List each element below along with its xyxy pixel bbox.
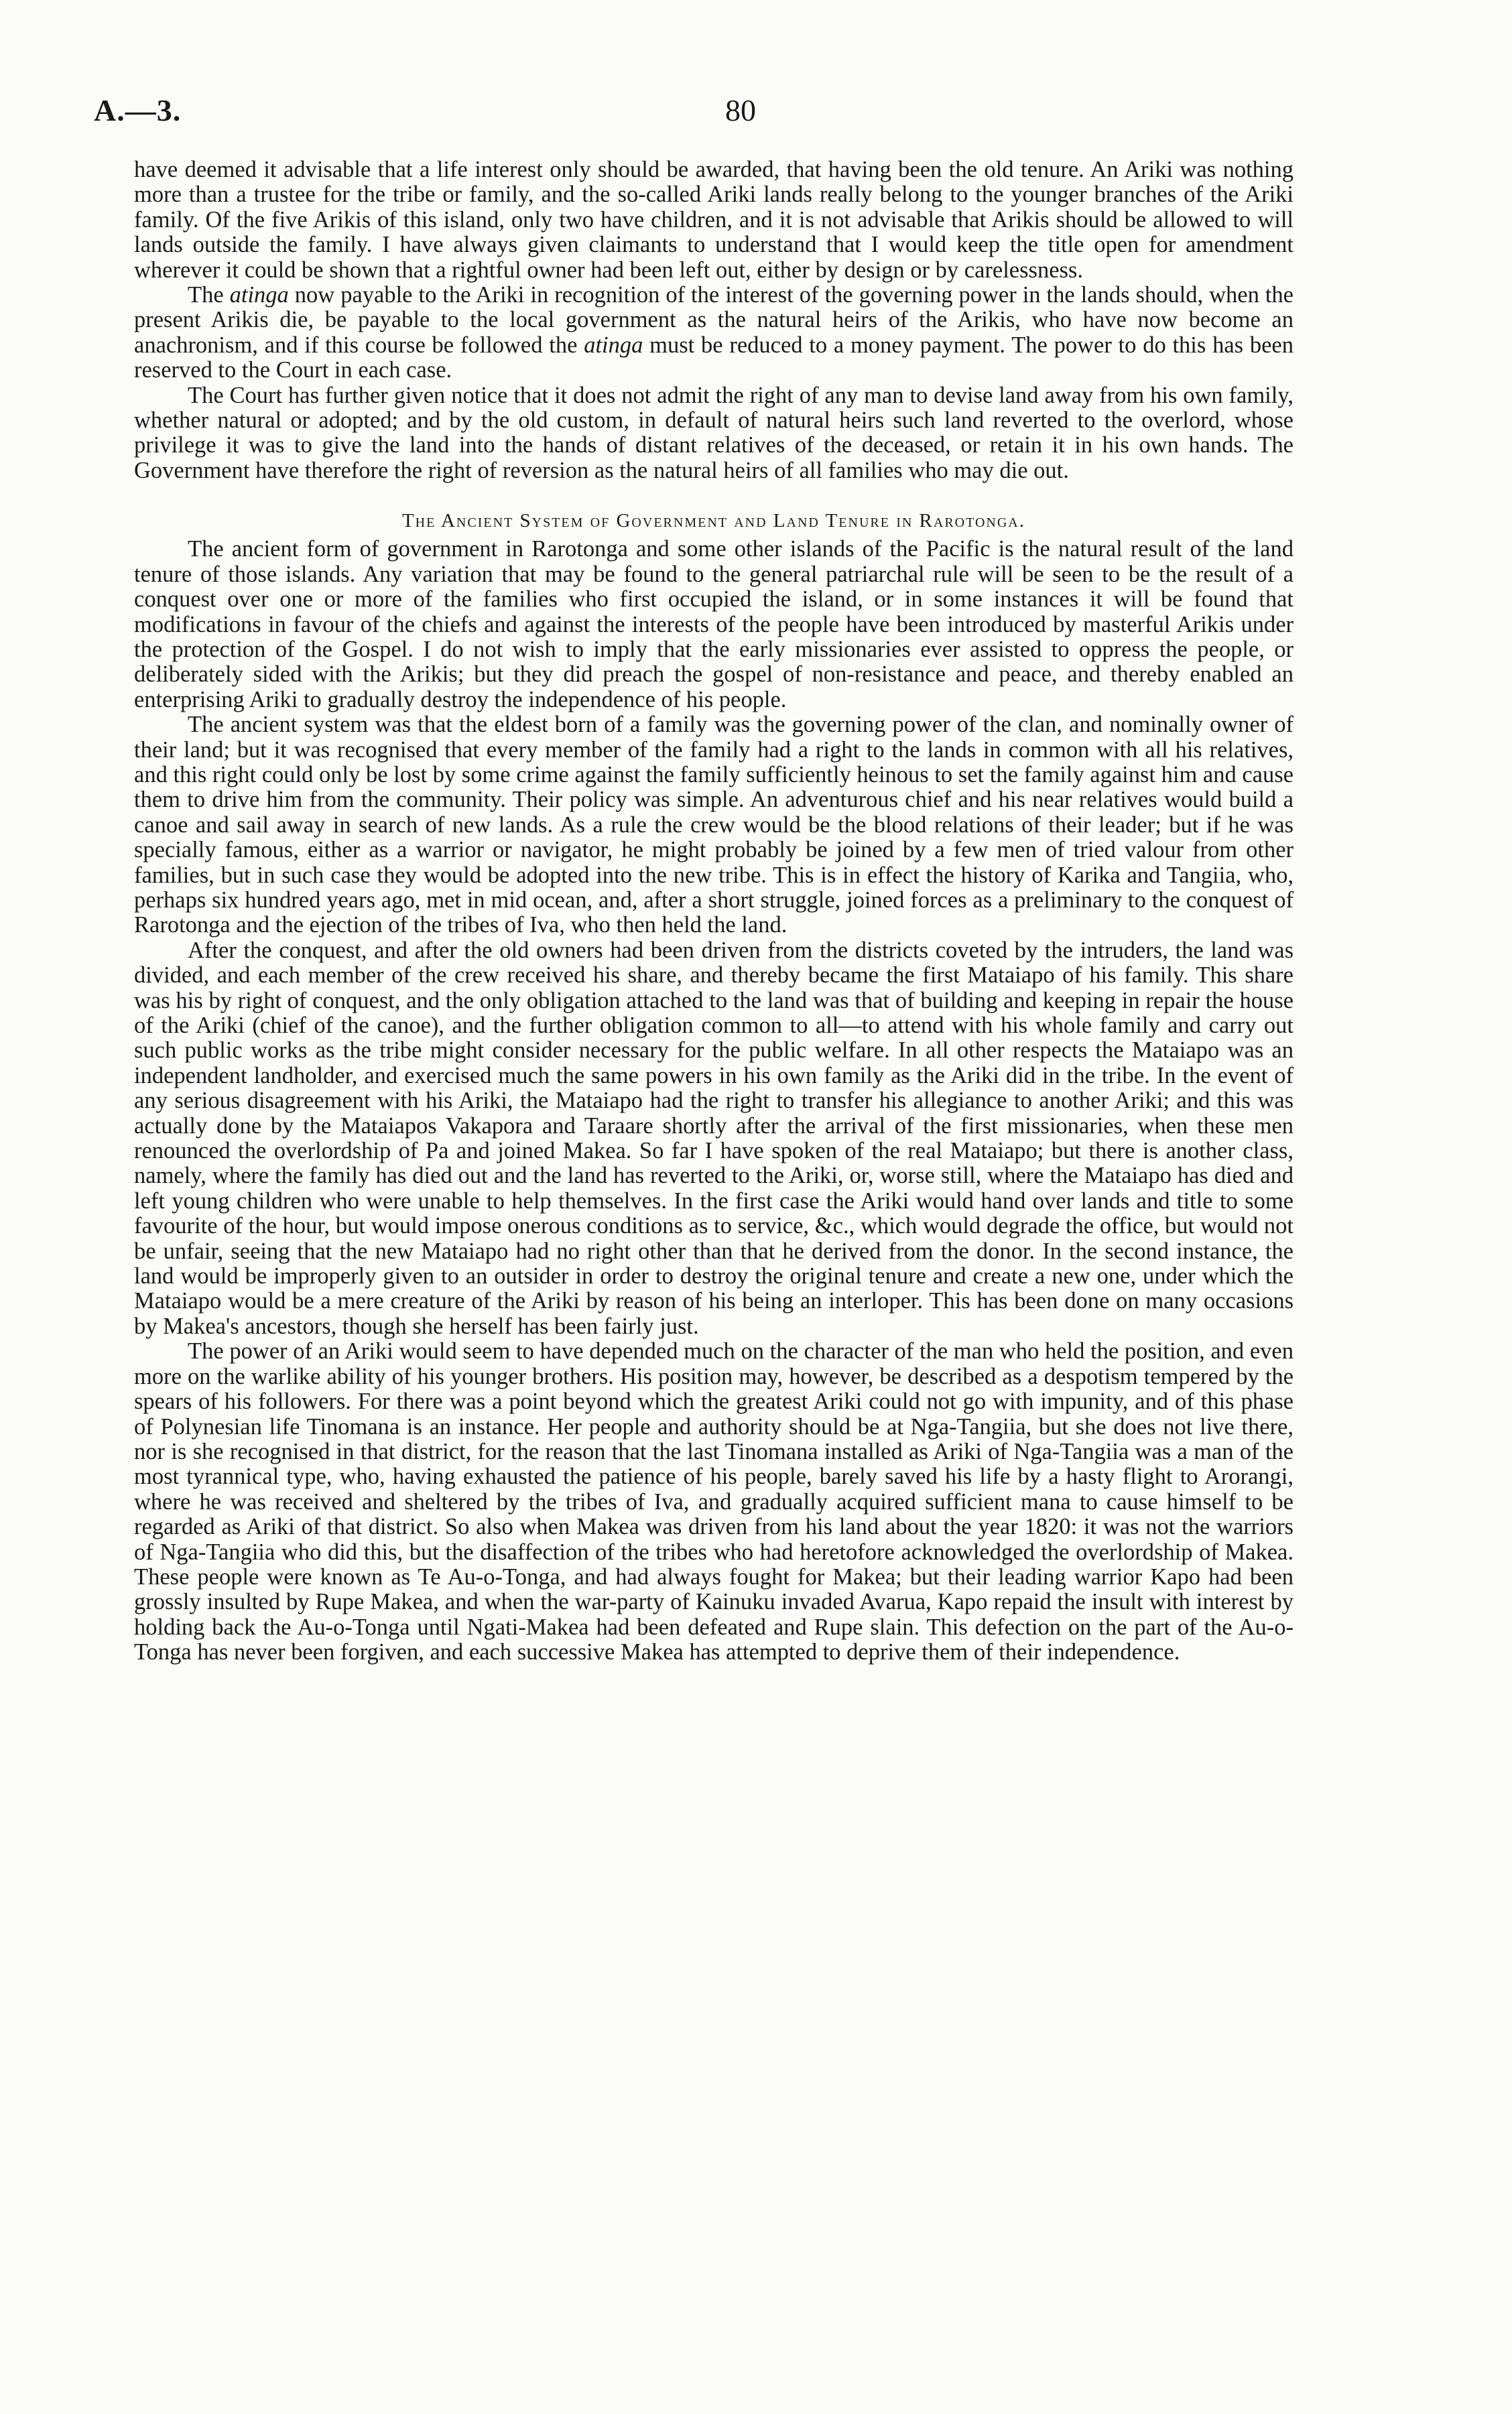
body-text (134, 157, 1294, 1665)
page-number: 80 (725, 93, 756, 127)
paragraph-after-conquest: After the conquest, and after the old owners had been driven from the districts coveted by the intruders, the land was divided, and each member of the crew received his share, and thereby became the first Mataiapo of his family. This share was his by right of conquest, and the only obligation attached to the land was that of building and keeping in repair the house of the Ariki (chief of the canoe), and the further obligation common to all—to attend with his whole family and carry out such public works as the tribe might consider necessary for the public welfare. In all other respects the Mataiapo was an independent landholder, and exercised much the same powers in his own family as the Ariki did in the tribe. In the event of any serious disagreement with his Ariki, the Mataiapo had the right to transfer his allegiance to another Ariki; and this was actually done by the Mataiapos Vakapora and Taraare shortly after the arrival of the first missionaries, when these men renounced the overlordship of Pa and joined Makea. So far I have spoken of the real Mataiapo; but there is another class, namely, where the family has died out and the land has reverted to the Ariki, or, worse still, where the Mataiapo has died and left young children who were unable to help themselves. In the first case the Ariki would hand over lands and title to some favourite of the hour, but would impose onerous conditions as to service, &c., which would degrade the office, but would not be unfair, seeing that the new Mataiapo had no right other than that he derived from the donor. In the second instance, the land would be improperly given to an outsider in order to destroy the original tenure and create a new one, under which the Mataiapo would be a mere creature of the Ariki by reason of his being an interloper. This has been done on many occasions by Makea's ancestors, though she herself has been fairly just. (134, 937, 1294, 1339)
paragraph-ancient-form: The ancient form of government in Rarotonga and some other islands of the Pacific is the natural result of the land tenure of those islands. Any variation that may be found to the general patriarchal rule will be seen to be the result of a conquest over one or more of the families who first occupied the island, or in some instances it will be found that modifications in favour of the chiefs and against the interests of the people have been introduced by masterful Arikis under the protection of the Gospel. I do not wish to imply that the early missionaries ever assisted to oppress the people, or deliberately sided with the Arikis; but they did preach the gospel of non-resistance and peace, and thereby enabled an enterprising Ariki to gradually destroy the independence of his people. (134, 536, 1294, 712)
paragraph-ancient-system: The ancient system was that the eldest born of a family was the governing power of the clan, and nominally owner of their land; but it was recognised that every member of the family had a right to the lands in common with all his relatives, and this right could only be lost by some crime against the family sufficiently heinous to set the family against him and cause them to drive him from the community. Their policy was simple. An adventurous chief and his near relatives would build a canoe and sail away in search of new lands. As a rule the crew would be the blood relations of their leader; but if he was specially famous, either as a warrior or navigator, he might probably be joined by a few men of tried valour from other families, but in such case they would be adopted into the new tribe. This is in effect the history of Karika and Tangiia, who, perhaps six hundred years ago, met in mid ocean, and, after a short struggle, joined forces as a preliminary to the conquest of Rarotonga and the ejection of the tribes of Iva, who then held the land. (134, 712, 1294, 938)
paragraph-power-of-ariki: The power of an Ariki would seem to have depended much on the character of the man who held the position, and even more on the warlike ability of his younger brothers. His position may, however, be described as a despotism tempered by the spears of his followers. For there was a point beyond which the greatest Ariki could not go with impunity, and of this phase of Polynesian life Tinomana is an instance. Her people and authority should be at Nga-Tangiia, but she does not live there, nor is she recognised in that district, for the reason that the last Tinomana installed as Ariki of Nga-Tangiia was a man of the most tyrannical type, who, having exhausted the patience of his people, barely saved his life by a hasty flight to Arorangi, where he was received and sheltered by the tribes of Iva, and gradually acquired sufficient mana to cause himself to be regarded as Ariki of that district. So also when Makea was driven from his land about the year 1820: it was not the warriors of Nga-Tangiia who did this, but the disaffection of the tribes who had heretofore acknowledged the overlordship of Makea. These people were known as Te Au-o-Tonga, and had always fought for Makea; but their leading warrior Kapo had been grossly insulted by Rupe Makea, and when the war-party of Kainuku invaded Avarua, Kapo repaid the insult with interest by holding back the Au-o-Tonga until Ngati-Makea had been defeated and Rupe slain. This defection on the part of the Au-o-Tonga has never been forgiven, and each successive Makea has attempted to deprive them of their independence. (134, 1338, 1294, 1665)
term-atinga: atinga (584, 332, 643, 358)
document-reference: A.—3. (94, 93, 182, 127)
term-atinga: atinga (229, 282, 289, 308)
paragraph-atinga (134, 283, 1294, 383)
paragraph-text: must be reduced to a money payment. The power to do this has been reserved to the Court in each case. (134, 332, 1294, 383)
paragraph-life-interest: have deemed it advisable that a life interest only should be awarded, that having been the old tenure. An Ariki was nothing more than a trustee for the tribe or family, and the so-called Ariki lands really belong to the younger branches of the Ariki family. Of the five Arikis of this island, only two have children, and it is not advisable that Arikis should be allowed to will lands outside the family. I have always given claimants to understand that I would keep the title open for amendment wherever it could be shown that a rightful owner had been left out, either by design or by carelessness. (134, 157, 1294, 283)
section-heading: The Ancient System of Government and Land Tenure in Rarotonga. (401, 510, 1026, 532)
paragraph-text: now payable to the Ariki in recognition of the interest of the governing power in the lands should, when the present Arikis die, be payable to the local government as the natural heirs of the Arikis, who have now become an anachronism, and if this course be followed the (134, 282, 1294, 358)
paragraph-text: The (188, 282, 230, 308)
paragraph-court-notice: The Court has further given notice that it does not admit the right of any man to devise land away from his own family, whether natural or adopted; and by the old custom, in default of natural heirs such land reverted to the overlord, whose privilege it was to give the land into the hands of distant relatives of the deceased, or retain it in his own hands. The Government have therefore the right of reversion as the natural heirs of all families who may die out. (134, 382, 1294, 483)
page-header (94, 92, 1387, 133)
